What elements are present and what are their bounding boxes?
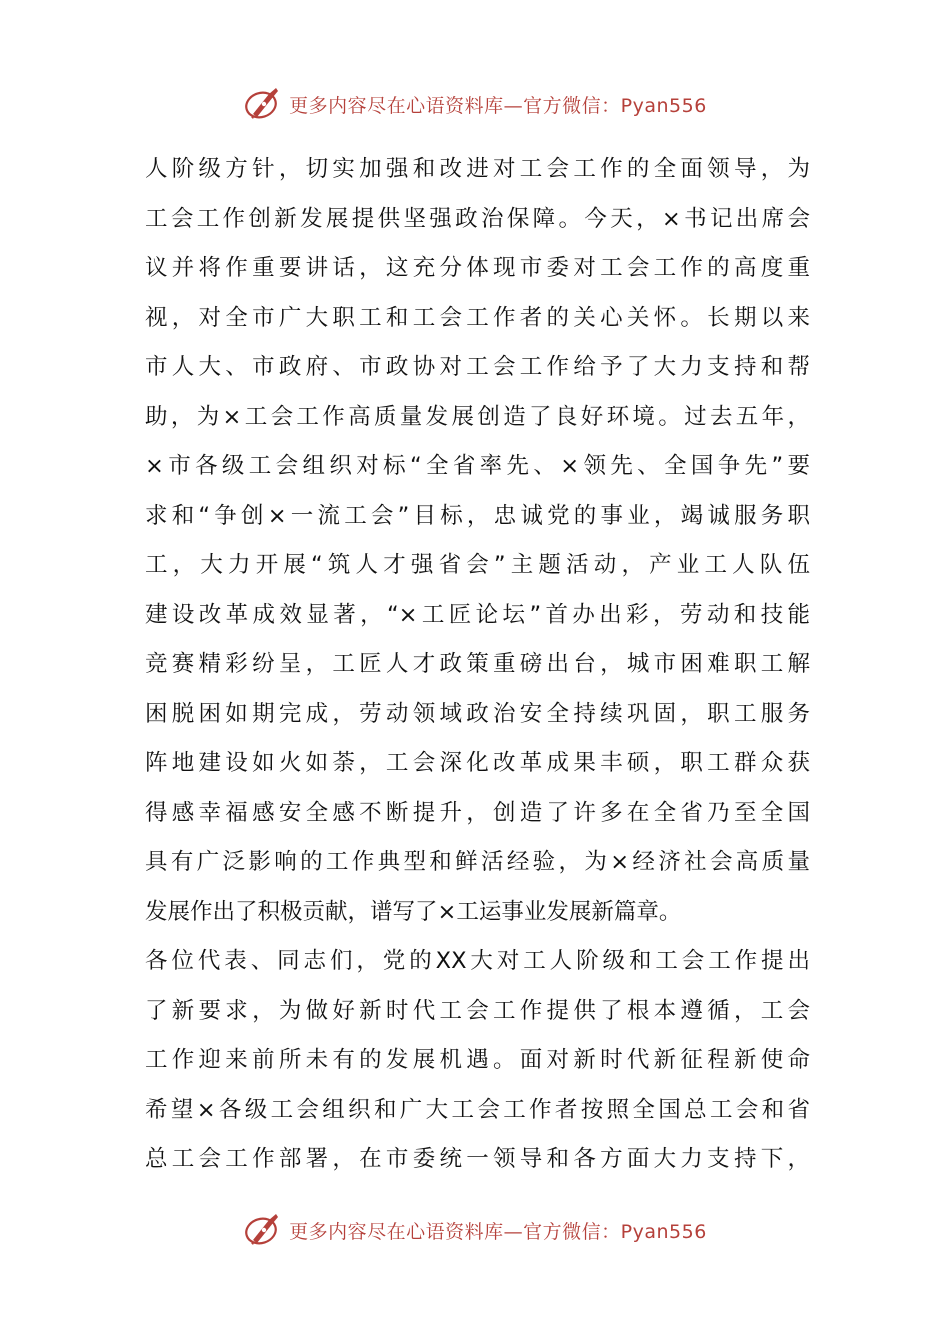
body-line: 阵地建设如火如荼，工会深化改革成果丰硕，职工群众获 [145,750,810,776]
document-body [145,145,810,1185]
watermark-text: 更多内容尽在心语资料库—官方微信：Pyan556 [289,1220,707,1243]
body-line: 工作迎来前所未有的发展机遇。面对新时代新征程新使命 [145,1047,810,1073]
watermark-wechat-handle: Pyan556 [620,1220,707,1243]
body-line: 困脱困如期完成，劳动领域政治安全持续巩固，职工服务 [145,700,810,727]
body-line: 了新要求，为做好新时代工会工作提供了根本遵循，工会 [145,997,810,1024]
body-line: 工会工作创新发展提供坚强政治保障。今天，×书记出席会 [145,205,810,232]
body-line: 具有广泛影响的工作典型和鲜活经验，为×经济社会高质量 [145,849,810,875]
body-line: 各位代表、同志们，党的XX大对工人阶级和工会工作提出 [145,948,810,974]
body-line: 市人大、市政府、市政协对工会工作给予了大力支持和帮 [145,354,810,380]
body-line: 建设改革成效显著，“×工匠论坛”首办出彩，劳动和技能 [145,601,810,628]
pen-nib-logo-icon [243,1210,283,1250]
body-line: 得感幸福感安全感不断提升，创造了许多在全省乃至全国 [145,799,810,826]
body-line: 发展作出了积极贡献，谱写了×工运事业发展新篇章。 [145,898,682,925]
body-line: 视，对全市广大职工和工会工作者的关心关怀。长期以来 [145,304,810,331]
body-line: 求和“争创×一流工会”目标，忠诚党的事业，竭诚服务职 [145,502,810,529]
body-line: 希望×各级工会组织和广大工会工作者按照全国总工会和省 [145,1096,810,1123]
body-line: ×市各级工会组织对标“全省率先、×领先、全国争先”要 [145,453,810,479]
body-line: 人阶级方针，切实加强和改进对工会工作的全面领导，为 [145,156,810,182]
body-line: 总工会工作部署，在市委统一领导和各方面大力支持下， [145,1146,810,1172]
watermark-text: 更多内容尽在心语资料库—官方微信：Pyan556 [289,94,707,117]
watermark-header [0,82,950,126]
body-line: 助，为×工会工作高质量发展创造了良好环境。过去五年， [145,403,810,430]
watermark-footer [0,1208,950,1252]
body-line: 竞赛精彩纷呈，工匠人才政策重磅出台，城市困难职工解 [145,651,810,677]
body-line: 工，大力开展“筑人才强省会”主题活动，产业工人队伍 [145,552,810,578]
pen-nib-logo-icon [243,84,283,124]
watermark-wechat-handle: Pyan556 [620,94,707,117]
body-line: 议并将作重要讲话，这充分体现市委对工会工作的高度重 [145,255,810,281]
